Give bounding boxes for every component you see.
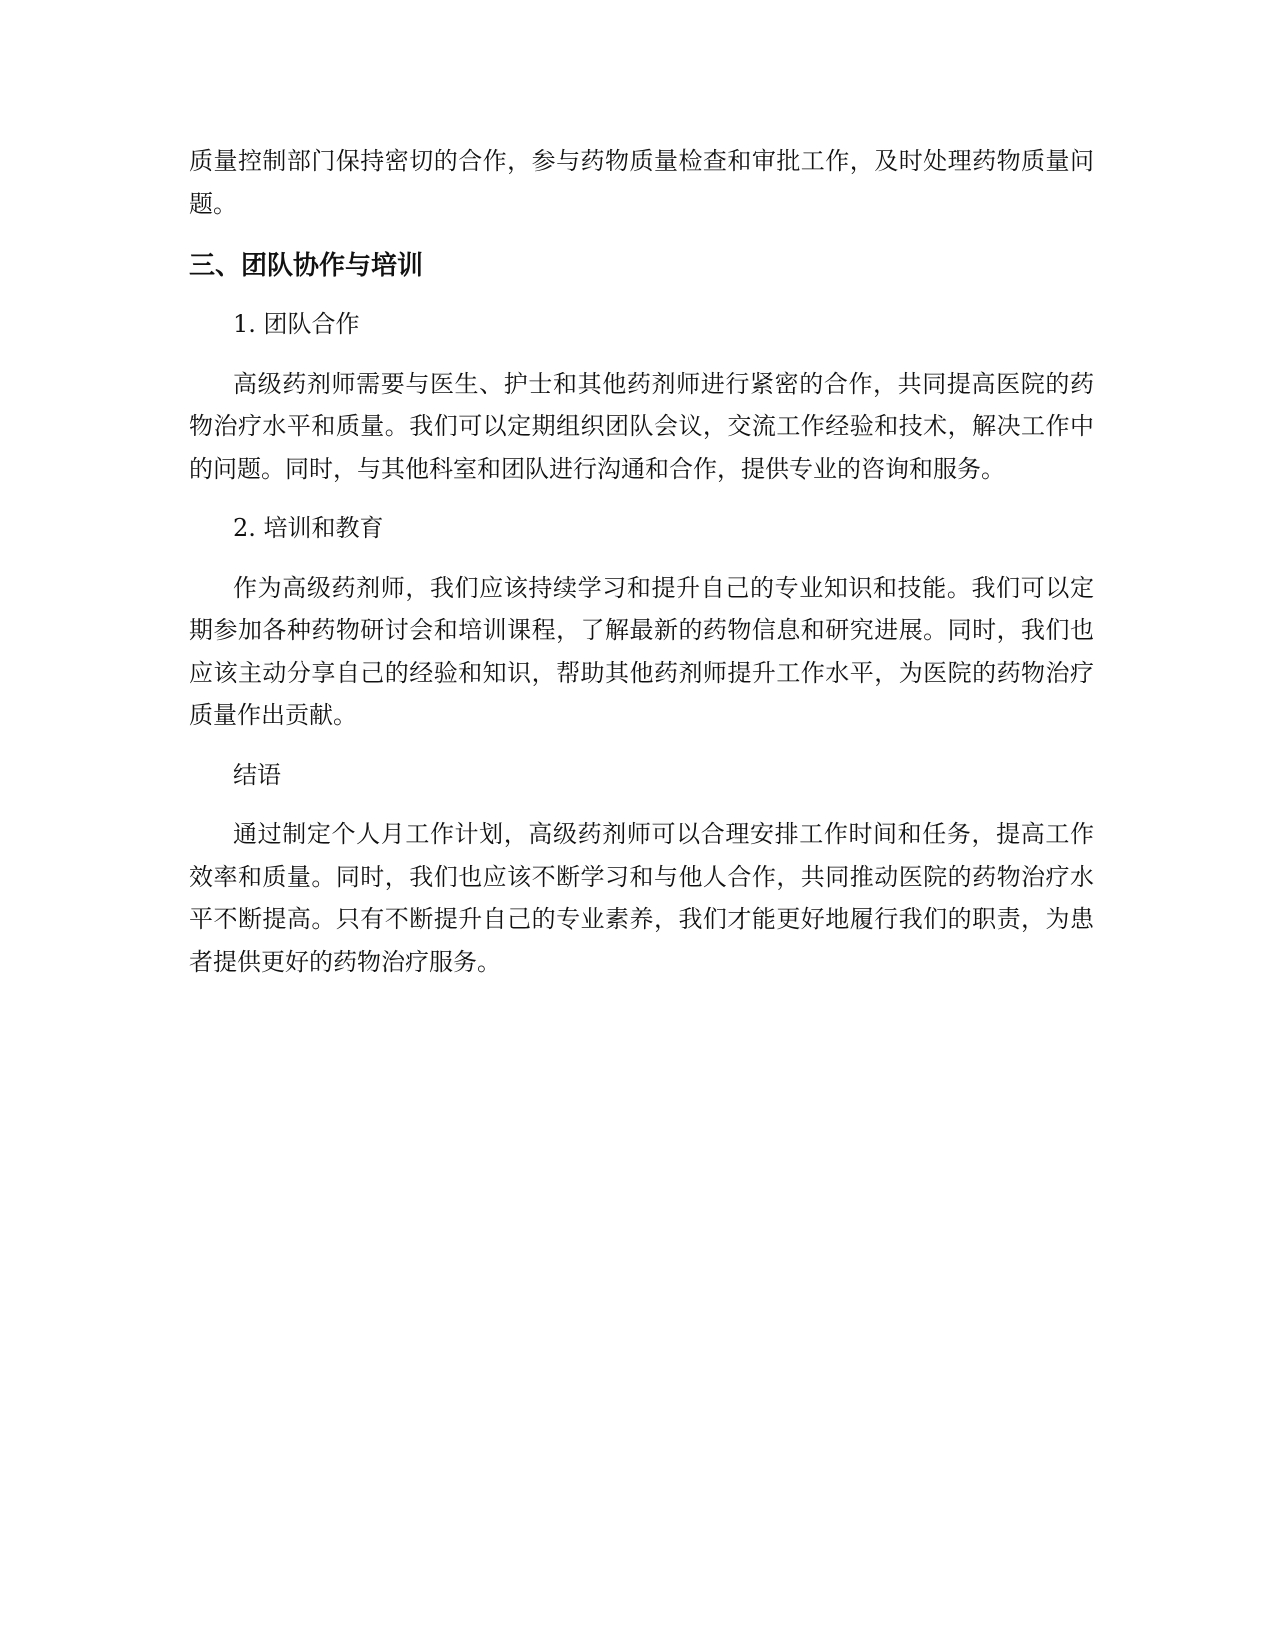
subheading-team-cooperation: 1. 团队合作 bbox=[233, 310, 360, 338]
spacer bbox=[189, 737, 1094, 754]
paragraph-training: 作为高级药剂师，我们应该持续学习和提升自己的专业知识和技能。我们可以定期参加各种药物研讨会和培训课程，了解最新的药物信息和研究进展。同时，我们也应该主动分享自己的经验和知识，帮助其他药剂师提升工作水平，为医院的药物治疗质量作出贡献。 bbox=[189, 573, 1094, 729]
spacer bbox=[189, 796, 1094, 813]
conclusion-heading: 结语 bbox=[233, 760, 281, 789]
spacer bbox=[189, 490, 1094, 507]
spacer bbox=[189, 286, 1094, 303]
spacer bbox=[189, 550, 1094, 567]
document-page bbox=[189, 140, 1094, 983]
paragraph-team-cooperation: 高级药剂师需要与医生、护士和其他药剂师进行紧密的合作，共同提高医院的药物治疗水平和质量。我们可以定期组织团队会议，交流工作经验和技术，解决工作中的问题。同时，与其他科室和团队进行沟通和合作，提供专业的咨询和服务。 bbox=[189, 369, 1094, 483]
intro-paragraph: 质量控制部门保持密切的合作，参与药物质量检查和审批工作，及时处理药物质量问题。 bbox=[189, 147, 1094, 218]
section-heading: 三、团队协作与培训 bbox=[189, 251, 424, 281]
spacer bbox=[189, 346, 1094, 363]
subheading-training: 2. 培训和教育 bbox=[233, 514, 384, 542]
spacer bbox=[189, 225, 1094, 246]
conclusion-paragraph: 通过制定个人月工作计划，高级药剂师可以合理安排工作时间和任务，提高工作效率和质量。同时，我们也应该不断学习和与他人合作，共同推动医院的药物治疗水平不断提高。只有不断提升自己的专业素养，我们才能更好地履行我们的职责，为患者提供更好的药物治疗服务。 bbox=[189, 820, 1094, 976]
